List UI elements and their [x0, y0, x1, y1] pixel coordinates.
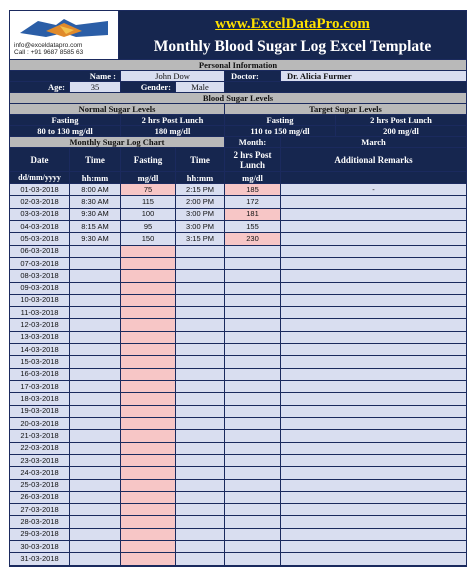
row-fasting[interactable]	[121, 344, 176, 356]
chart-title: Monthly Sugar Log Chart	[10, 137, 225, 148]
row-post-lunch[interactable]	[225, 504, 281, 516]
row-time2[interactable]	[176, 307, 225, 319]
row-post-lunch[interactable]	[225, 480, 281, 492]
row-remarks[interactable]	[281, 541, 466, 553]
row-time[interactable]	[70, 307, 121, 319]
row-post-lunch[interactable]	[225, 516, 281, 528]
row-date: 13-03-2018	[10, 332, 70, 344]
name-value[interactable]: John Dow	[121, 71, 225, 82]
row-time[interactable]: 9:30 AM	[70, 209, 121, 221]
row-fasting[interactable]	[121, 246, 176, 258]
row-time2[interactable]	[176, 356, 225, 368]
row-post-lunch[interactable]	[225, 381, 281, 393]
row-post-lunch[interactable]	[225, 393, 281, 405]
row-date: 06-03-2018	[10, 246, 70, 258]
target-fasting-value[interactable]: 110 to 150 mg/dl	[225, 126, 336, 137]
row-time2[interactable]: 2:15 PM	[176, 184, 225, 196]
row-remarks[interactable]	[281, 381, 466, 393]
row-date: 30-03-2018	[10, 541, 70, 553]
row-post-lunch[interactable]	[225, 283, 281, 295]
row-post-lunch[interactable]	[225, 553, 281, 565]
row-time[interactable]	[70, 270, 121, 282]
row-time2[interactable]: 3:00 PM	[176, 221, 225, 233]
row-time[interactable]	[70, 332, 121, 344]
row-remarks[interactable]	[281, 443, 466, 455]
row-date: 09-03-2018	[10, 283, 70, 295]
row-time2[interactable]	[176, 369, 225, 381]
row-date: 16-03-2018	[10, 369, 70, 381]
row-post-lunch[interactable]	[225, 443, 281, 455]
unit-time2: hh:mm	[176, 172, 225, 184]
row-post-lunch[interactable]: 172	[225, 196, 281, 208]
row-fasting[interactable]	[121, 467, 176, 479]
row-time[interactable]	[70, 258, 121, 270]
name-label: Name :	[10, 71, 121, 82]
col-header-remarks: Additional Remarks	[281, 148, 466, 172]
row-remarks[interactable]	[281, 430, 466, 442]
target-post-label: 2 hrs Post Lunch	[336, 115, 466, 126]
normal-fasting-value: 80 to 130 mg/dl	[10, 126, 121, 137]
row-fasting[interactable]	[121, 529, 176, 541]
unit-time: hh:mm	[70, 172, 121, 184]
row-post-lunch[interactable]	[225, 430, 281, 442]
row-time[interactable]	[70, 369, 121, 381]
age-label: Age:	[10, 82, 70, 93]
logo-box	[10, 11, 119, 59]
row-date: 12-03-2018	[10, 319, 70, 331]
row-remarks[interactable]	[281, 480, 466, 492]
row-post-lunch[interactable]	[225, 529, 281, 541]
col-header-fasting: Fasting	[121, 148, 176, 172]
row-time2[interactable]	[176, 283, 225, 295]
gender-value[interactable]: Male	[176, 82, 225, 93]
row-date: 28-03-2018	[10, 516, 70, 528]
row-time2[interactable]	[176, 406, 225, 418]
row-post-lunch[interactable]	[225, 295, 281, 307]
header-bar	[10, 11, 466, 60]
row-post-lunch[interactable]	[225, 332, 281, 344]
personal-filler	[225, 82, 466, 93]
unit-remarks-blank	[281, 172, 466, 184]
col-header-post-lunch: 2 hrs Post Lunch	[225, 148, 281, 172]
row-fasting[interactable]: 95	[121, 221, 176, 233]
row-fasting[interactable]: 150	[121, 233, 176, 245]
row-fasting[interactable]	[121, 492, 176, 504]
row-date: 04-03-2018	[10, 221, 70, 233]
row-remarks[interactable]	[281, 553, 466, 565]
blood-sugar-sheet	[9, 10, 467, 567]
row-post-lunch[interactable]	[225, 344, 281, 356]
row-date: 14-03-2018	[10, 344, 70, 356]
row-time[interactable]	[70, 295, 121, 307]
row-date: 17-03-2018	[10, 381, 70, 393]
row-post-lunch[interactable]	[225, 258, 281, 270]
row-fasting[interactable]	[121, 418, 176, 430]
row-time[interactable]	[70, 492, 121, 504]
row-fasting[interactable]	[121, 332, 176, 344]
site-link[interactable]: www.ExcelDataPro.com	[215, 16, 370, 32]
row-time[interactable]	[70, 516, 121, 528]
row-fasting[interactable]	[121, 356, 176, 368]
row-time[interactable]	[70, 381, 121, 393]
row-time[interactable]	[70, 480, 121, 492]
row-post-lunch[interactable]	[225, 467, 281, 479]
row-date: 23-03-2018	[10, 455, 70, 467]
row-time2[interactable]: 3:15 PM	[176, 233, 225, 245]
row-post-lunch[interactable]	[225, 246, 281, 258]
row-date: 15-03-2018	[10, 356, 70, 368]
gender-label: Gender:	[121, 82, 176, 93]
row-post-lunch[interactable]	[225, 541, 281, 553]
title-box	[119, 11, 466, 59]
page-title: Monthly Blood Sugar Log Excel Template	[153, 38, 432, 55]
row-remarks[interactable]	[281, 393, 466, 405]
row-remarks[interactable]	[281, 406, 466, 418]
row-remarks[interactable]	[281, 233, 466, 245]
row-remarks[interactable]	[281, 209, 466, 221]
row-fasting[interactable]	[121, 443, 176, 455]
row-post-lunch[interactable]: 155	[225, 221, 281, 233]
row-remarks[interactable]	[281, 319, 466, 331]
row-post-lunch[interactable]: 185	[225, 184, 281, 196]
row-fasting[interactable]	[121, 455, 176, 467]
row-time[interactable]: 8:30 AM	[70, 196, 121, 208]
row-time[interactable]	[70, 356, 121, 368]
row-time[interactable]	[70, 246, 121, 258]
row-post-lunch[interactable]	[225, 492, 281, 504]
row-date: 02-03-2018	[10, 196, 70, 208]
row-date: 31-03-2018	[10, 553, 70, 565]
row-remarks[interactable]	[281, 467, 466, 479]
row-remarks[interactable]	[281, 196, 466, 208]
row-time[interactable]	[70, 553, 121, 565]
row-time2[interactable]	[176, 381, 225, 393]
row-time2[interactable]	[176, 443, 225, 455]
row-time2[interactable]	[176, 418, 225, 430]
month-label: Month:	[225, 137, 281, 148]
row-fasting[interactable]	[121, 307, 176, 319]
row-fasting[interactable]	[121, 369, 176, 381]
target-post-value[interactable]: 200 mg/dl	[336, 126, 466, 137]
unit-date: dd/mm/yyyy	[10, 172, 70, 184]
row-date: 19-03-2018	[10, 406, 70, 418]
row-fasting[interactable]	[121, 283, 176, 295]
normal-post-value: 180 mg/dl	[121, 126, 225, 137]
row-date: 22-03-2018	[10, 443, 70, 455]
row-remarks[interactable]	[281, 246, 466, 258]
row-time2[interactable]: 2:00 PM	[176, 196, 225, 208]
row-time[interactable]: 9:30 AM	[70, 233, 121, 245]
unit-fasting: mg/dl	[121, 172, 176, 184]
row-time[interactable]: 8:00 AM	[70, 184, 121, 196]
row-fasting[interactable]	[121, 258, 176, 270]
row-time2[interactable]	[176, 258, 225, 270]
row-remarks[interactable]	[281, 418, 466, 430]
col-header-time: Time	[70, 148, 121, 172]
row-remarks[interactable]	[281, 455, 466, 467]
row-date: 20-03-2018	[10, 418, 70, 430]
row-time2[interactable]	[176, 270, 225, 282]
row-post-lunch[interactable]	[225, 307, 281, 319]
row-remarks[interactable]	[281, 356, 466, 368]
row-time[interactable]	[70, 504, 121, 516]
log-grid	[10, 60, 466, 566]
row-date: 11-03-2018	[10, 307, 70, 319]
row-time[interactable]	[70, 430, 121, 442]
row-time[interactable]	[70, 319, 121, 331]
row-fasting[interactable]	[121, 430, 176, 442]
row-remarks[interactable]: -	[281, 184, 466, 196]
row-post-lunch[interactable]	[225, 319, 281, 331]
row-date: 07-03-2018	[10, 258, 70, 270]
unit-post-lunch: mg/dl	[225, 172, 281, 184]
row-fasting[interactable]	[121, 295, 176, 307]
col-header-date: Date	[10, 148, 70, 172]
row-date: 29-03-2018	[10, 529, 70, 541]
logo-phone: Call : +91 9687 8585 63	[14, 49, 84, 56]
row-fasting[interactable]	[121, 516, 176, 528]
row-fasting[interactable]	[121, 319, 176, 331]
row-time2[interactable]	[176, 319, 225, 331]
row-post-lunch[interactable]	[225, 418, 281, 430]
logo-email[interactable]: info@exceldatapro.com	[14, 42, 83, 49]
row-date: 27-03-2018	[10, 504, 70, 516]
age-value[interactable]: 35	[70, 82, 121, 93]
row-post-lunch[interactable]: 230	[225, 233, 281, 245]
normal-fasting-label: Fasting	[10, 115, 121, 126]
logo-contact	[14, 42, 83, 56]
row-time2[interactable]	[176, 295, 225, 307]
row-remarks[interactable]	[281, 295, 466, 307]
row-time[interactable]: 8:15 AM	[70, 221, 121, 233]
row-remarks[interactable]	[281, 270, 466, 282]
row-time2[interactable]	[176, 492, 225, 504]
target-levels-title: Target Sugar Levels	[225, 104, 466, 115]
doctor-value[interactable]: Dr. Alicia Furmer	[281, 71, 466, 82]
row-time[interactable]	[70, 529, 121, 541]
row-remarks[interactable]	[281, 307, 466, 319]
row-remarks[interactable]	[281, 283, 466, 295]
row-remarks[interactable]	[281, 258, 466, 270]
row-time[interactable]	[70, 418, 121, 430]
row-date: 08-03-2018	[10, 270, 70, 282]
handshake-logo-icon	[16, 15, 112, 41]
row-time2[interactable]	[176, 553, 225, 565]
row-remarks[interactable]	[281, 344, 466, 356]
row-remarks[interactable]	[281, 332, 466, 344]
row-time2[interactable]	[176, 480, 225, 492]
row-date: 26-03-2018	[10, 492, 70, 504]
col-header-time2: Time	[176, 148, 225, 172]
row-time2[interactable]	[176, 246, 225, 258]
row-time[interactable]	[70, 344, 121, 356]
row-fasting[interactable]	[121, 406, 176, 418]
row-remarks[interactable]	[281, 516, 466, 528]
row-post-lunch[interactable]	[225, 406, 281, 418]
row-time2[interactable]: 3:00 PM	[176, 209, 225, 221]
row-post-lunch[interactable]	[225, 369, 281, 381]
row-time2[interactable]	[176, 455, 225, 467]
row-time[interactable]	[70, 455, 121, 467]
row-date: 10-03-2018	[10, 295, 70, 307]
row-remarks[interactable]	[281, 369, 466, 381]
row-time[interactable]	[70, 406, 121, 418]
row-date: 01-03-2018	[10, 184, 70, 196]
target-fasting-label: Fasting	[225, 115, 336, 126]
row-time[interactable]	[70, 541, 121, 553]
row-date: 24-03-2018	[10, 467, 70, 479]
row-date: 05-03-2018	[10, 233, 70, 245]
row-post-lunch[interactable]	[225, 455, 281, 467]
row-fasting[interactable]: 75	[121, 184, 176, 196]
row-time[interactable]	[70, 283, 121, 295]
row-time2[interactable]	[176, 332, 225, 344]
row-remarks[interactable]	[281, 529, 466, 541]
doctor-label: Doctor:	[225, 71, 281, 82]
row-fasting[interactable]: 115	[121, 196, 176, 208]
row-fasting[interactable]: 100	[121, 209, 176, 221]
row-post-lunch[interactable]	[225, 356, 281, 368]
row-fasting[interactable]	[121, 270, 176, 282]
month-value[interactable]: March	[281, 137, 466, 148]
row-time[interactable]	[70, 467, 121, 479]
row-date: 03-03-2018	[10, 209, 70, 221]
row-post-lunch[interactable]	[225, 270, 281, 282]
levels-section-title: Blood Sugar Levels	[10, 93, 466, 104]
row-remarks[interactable]	[281, 492, 466, 504]
row-fasting[interactable]	[121, 381, 176, 393]
row-post-lunch[interactable]: 181	[225, 209, 281, 221]
row-remarks[interactable]	[281, 221, 466, 233]
personal-section-title: Personal Information	[10, 60, 466, 71]
normal-post-label: 2 hrs Post Lunch	[121, 115, 225, 126]
row-date: 21-03-2018	[10, 430, 70, 442]
row-fasting[interactable]	[121, 480, 176, 492]
row-fasting[interactable]	[121, 541, 176, 553]
row-remarks[interactable]	[281, 504, 466, 516]
row-fasting[interactable]	[121, 393, 176, 405]
row-time2[interactable]	[176, 467, 225, 479]
row-time2[interactable]	[176, 430, 225, 442]
row-time2[interactable]	[176, 393, 225, 405]
row-time[interactable]	[70, 443, 121, 455]
row-time2[interactable]	[176, 529, 225, 541]
row-time[interactable]	[70, 393, 121, 405]
row-time2[interactable]	[176, 504, 225, 516]
row-fasting[interactable]	[121, 504, 176, 516]
row-time2[interactable]	[176, 516, 225, 528]
row-fasting[interactable]	[121, 553, 176, 565]
row-date: 25-03-2018	[10, 480, 70, 492]
row-time2[interactable]	[176, 541, 225, 553]
normal-levels-title: Normal Sugar Levels	[10, 104, 225, 115]
row-date: 18-03-2018	[10, 393, 70, 405]
row-time2[interactable]	[176, 344, 225, 356]
